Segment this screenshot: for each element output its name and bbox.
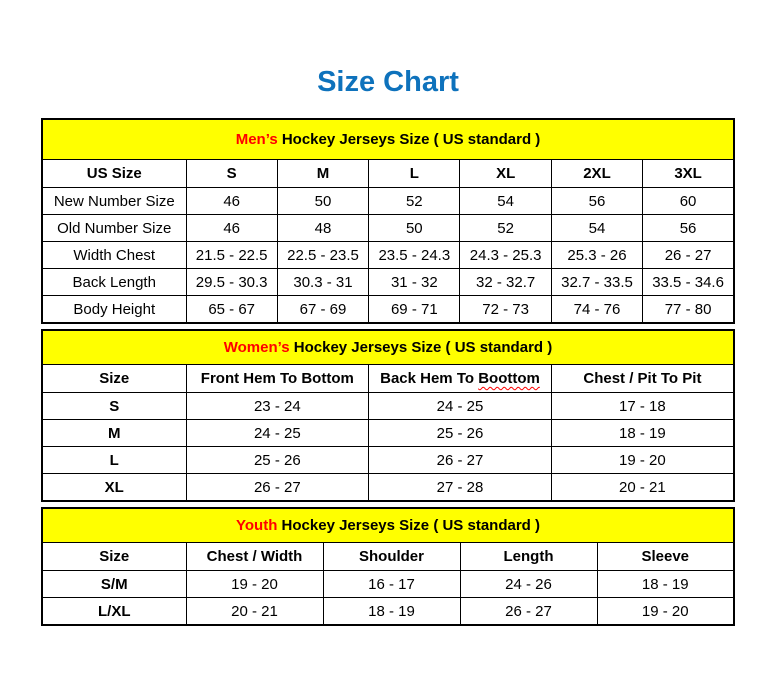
womens-data-cell: 25 - 26	[186, 447, 369, 474]
mens-header-cell: L	[369, 160, 460, 188]
misspelled-word: Boottom	[478, 370, 540, 387]
mens-table-row	[42, 242, 734, 269]
mens-data-cell: 29.5 - 30.3	[186, 269, 277, 296]
womens-data-cell: 27 - 28	[369, 474, 552, 502]
mens-data-cell: 52	[460, 215, 551, 242]
mens-row-label: Old Number Size	[42, 215, 186, 242]
mens-data-cell: 50	[277, 188, 368, 215]
mens-data-cell: 77 - 80	[643, 296, 734, 324]
mens-size-table	[41, 118, 735, 324]
womens-header-cell: Back Hem To Boottom	[369, 365, 552, 393]
mens-data-cell: 21.5 - 22.5	[186, 242, 277, 269]
mens-data-cell: 69 - 71	[369, 296, 460, 324]
mens-data-cell: 31 - 32	[369, 269, 460, 296]
womens-data-cell: 23 - 24	[186, 393, 369, 420]
youth-header-cell: Size	[42, 543, 186, 571]
youth-data-cell: 19 - 20	[186, 571, 323, 598]
mens-data-cell: 54	[460, 188, 551, 215]
mens-header-cell: S	[186, 160, 277, 188]
youth-data-cell: 26 - 27	[460, 598, 597, 626]
youth-header-cell: Length	[460, 543, 597, 571]
size-tables-container	[41, 118, 735, 626]
womens-table-row	[42, 420, 734, 447]
womens-data-cell: 18 - 19	[551, 420, 734, 447]
womens-data-cell: 19 - 20	[551, 447, 734, 474]
mens-data-cell: 56	[551, 188, 642, 215]
youth-table-row	[42, 598, 734, 626]
mens-header-cell: 2XL	[551, 160, 642, 188]
mens-data-cell: 60	[643, 188, 734, 215]
mens-header-cell: US Size	[42, 160, 186, 188]
womens-table-row	[42, 447, 734, 474]
youth-data-cell: 20 - 21	[186, 598, 323, 626]
mens-table-row	[42, 215, 734, 242]
womens-band-rest: Hockey Jerseys Size ( US standard )	[289, 339, 553, 356]
youth-data-cell: 24 - 26	[460, 571, 597, 598]
womens-data-cell: 26 - 27	[186, 474, 369, 502]
mens-data-cell: 56	[643, 215, 734, 242]
mens-band-highlight: Men’s	[235, 131, 278, 148]
mens-header-cell: 3XL	[643, 160, 734, 188]
womens-data-cell: 24 - 25	[369, 393, 552, 420]
youth-data-cell: 19 - 20	[597, 598, 734, 626]
mens-row-label: Width Chest	[42, 242, 186, 269]
youth-data-cell: 16 - 17	[323, 571, 460, 598]
mens-band-rest: Hockey Jerseys Size ( US standard )	[277, 131, 541, 148]
mens-data-cell: 46	[186, 188, 277, 215]
mens-table-row	[42, 296, 734, 324]
womens-table-row	[42, 474, 734, 502]
mens-data-cell: 30.3 - 31	[277, 269, 368, 296]
youth-header-cell: Chest / Width	[186, 543, 323, 571]
mens-table-row	[42, 188, 734, 215]
youth-row-label: S/M	[42, 571, 186, 598]
mens-data-cell: 74 - 76	[551, 296, 642, 324]
youth-table-row	[42, 571, 734, 598]
mens-row-label: Body Height	[42, 296, 186, 324]
womens-row-label: XL	[42, 474, 186, 502]
mens-header-cell: XL	[460, 160, 551, 188]
womens-band-title	[42, 330, 734, 365]
mens-table-row	[42, 269, 734, 296]
youth-row-label: L/XL	[42, 598, 186, 626]
womens-data-cell: 24 - 25	[186, 420, 369, 447]
mens-data-cell: 33.5 - 34.6	[643, 269, 734, 296]
mens-data-cell: 52	[369, 188, 460, 215]
mens-data-cell: 22.5 - 23.5	[277, 242, 368, 269]
womens-data-cell: 17 - 18	[551, 393, 734, 420]
youth-band-highlight: Youth	[236, 517, 278, 534]
womens-row-label: M	[42, 420, 186, 447]
womens-row-label: S	[42, 393, 186, 420]
youth-band-title	[42, 508, 734, 543]
mens-data-cell: 32 - 32.7	[460, 269, 551, 296]
youth-size-table	[41, 507, 735, 626]
mens-data-cell: 32.7 - 33.5	[551, 269, 642, 296]
youth-header-cell: Shoulder	[323, 543, 460, 571]
mens-data-cell: 48	[277, 215, 368, 242]
youth-header-cell: Sleeve	[597, 543, 734, 571]
youth-data-cell: 18 - 19	[323, 598, 460, 626]
mens-data-cell: 46	[186, 215, 277, 242]
mens-row-label: Back Length	[42, 269, 186, 296]
womens-header-cell: Chest / Pit To Pit	[551, 365, 734, 393]
mens-data-cell: 54	[551, 215, 642, 242]
mens-data-cell: 25.3 - 26	[551, 242, 642, 269]
womens-header-cell: Front Hem To Bottom	[186, 365, 369, 393]
mens-data-cell: 26 - 27	[643, 242, 734, 269]
mens-header-cell: M	[277, 160, 368, 188]
womens-header-cell: Size	[42, 365, 186, 393]
mens-data-cell: 65 - 67	[186, 296, 277, 324]
mens-data-cell: 24.3 - 25.3	[460, 242, 551, 269]
mens-data-cell: 72 - 73	[460, 296, 551, 324]
mens-data-cell: 67 - 69	[277, 296, 368, 324]
mens-row-label: New Number Size	[42, 188, 186, 215]
womens-data-cell: 26 - 27	[369, 447, 552, 474]
womens-table-row	[42, 393, 734, 420]
youth-data-cell: 18 - 19	[597, 571, 734, 598]
page-title: Size Chart	[317, 66, 459, 98]
womens-row-label: L	[42, 447, 186, 474]
mens-data-cell: 50	[369, 215, 460, 242]
womens-size-table	[41, 329, 735, 502]
womens-band-highlight: Women’s	[223, 339, 290, 356]
youth-band-rest: Hockey Jerseys Size ( US standard )	[277, 517, 540, 534]
mens-band-title	[42, 119, 734, 160]
mens-data-cell: 23.5 - 24.3	[369, 242, 460, 269]
womens-data-cell: 25 - 26	[369, 420, 552, 447]
womens-data-cell: 20 - 21	[551, 474, 734, 502]
